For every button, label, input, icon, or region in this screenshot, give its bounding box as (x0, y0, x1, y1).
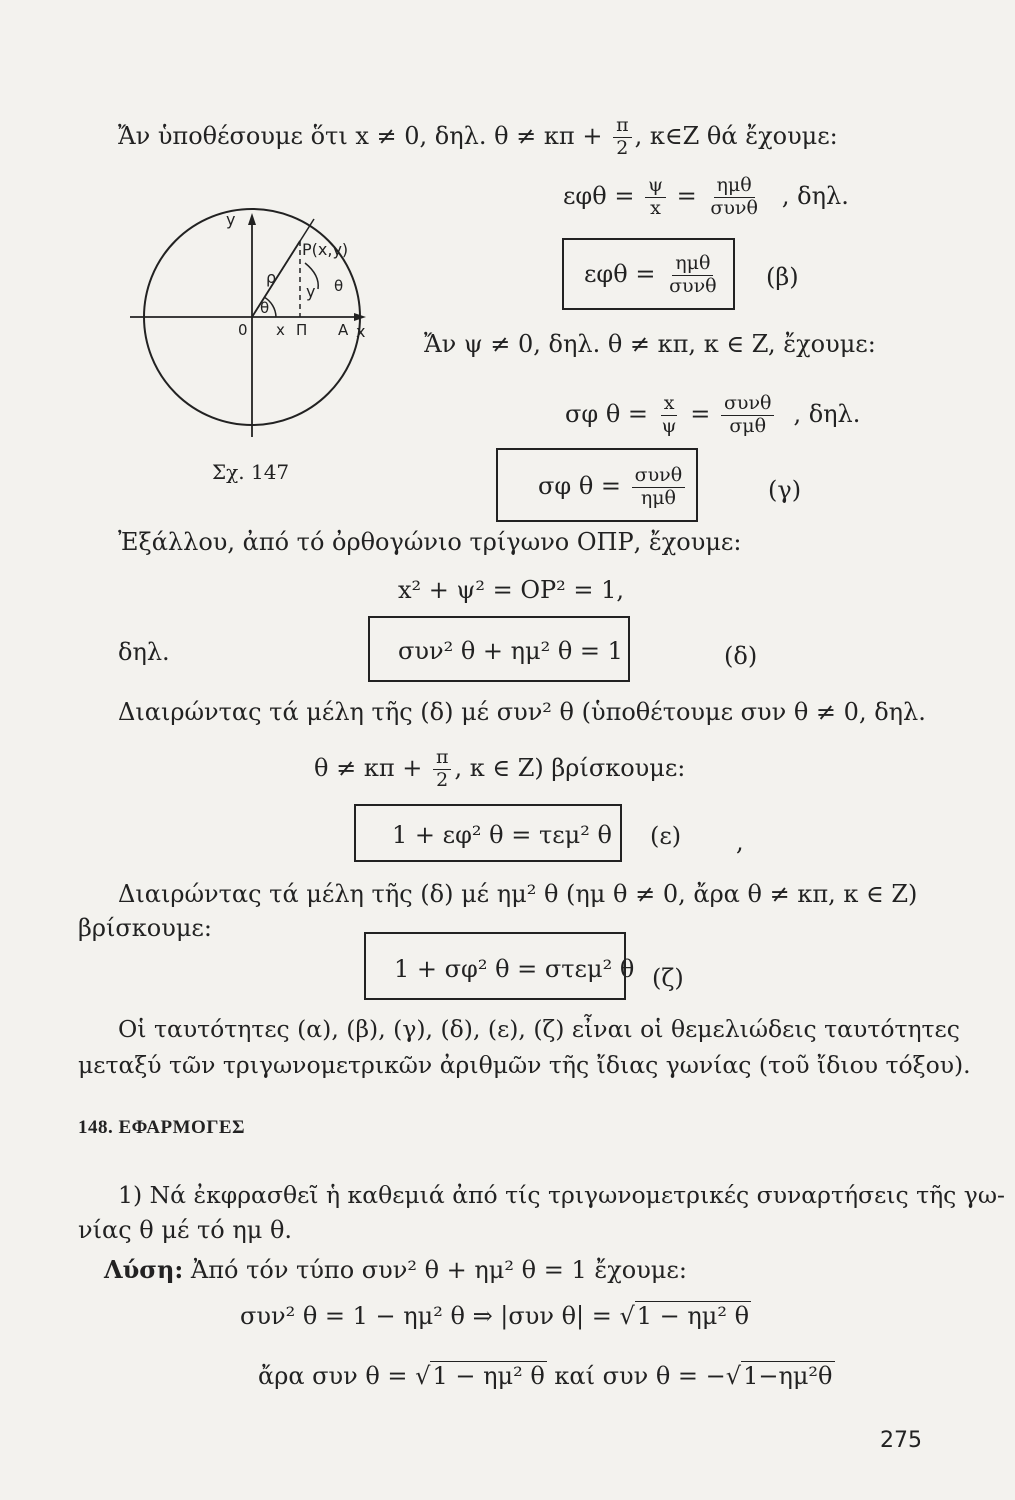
identity-box-zeta (364, 932, 635, 1000)
radicand: 1 − ημ² θ (432, 1362, 545, 1390)
equation-cot (565, 394, 860, 437)
text-line (118, 116, 838, 159)
equals: = (690, 399, 711, 428)
radicand: 1 − ημ² θ (636, 1302, 750, 1330)
denominator: ψ (661, 414, 677, 437)
tag-beta: (β) (766, 263, 799, 291)
text-line: Οἱ ταυτότητες (α), (β), (γ), (δ), (ε), (ζ) εἶναι οἱ θεμελιώδεις ταυτότητες (118, 1015, 960, 1043)
radicand: 1−ημ²θ (743, 1362, 833, 1390)
tag-delta: (δ) (724, 642, 758, 670)
section-heading: 148. ΕΦΑΡΜΟΓΕΣ (78, 1117, 245, 1138)
numerator: συνθ (721, 394, 775, 416)
label-P: P(x,y) (302, 240, 349, 259)
denominator: 2 (616, 136, 629, 159)
text-line: Ἄν ψ ≠ 0, δηλ. θ ≠ κπ, κ ∈ Z, ἔχουμε: (424, 330, 876, 358)
text-line: Ἐξάλλου, ἀπό τό ὀρθογώνιο τρίγωνο ΟΠΡ, ἔχουμε: (118, 528, 742, 556)
solution-label: Λύση: (104, 1255, 184, 1284)
text-line: 1) Νά ἐκφρασθεῖ ἡ καθεμιά ἀπό τίς τριγωνομετρικές συναρτήσεις τῆς γω- (118, 1181, 1005, 1209)
box-left: εφθ = (584, 259, 656, 288)
denominator: 2 (436, 768, 449, 791)
label-A: A (338, 321, 349, 339)
box-content: 1 + εφ² θ = τεμ² θ (392, 821, 612, 849)
numerator: συνθ (632, 466, 686, 488)
numerator: ημθ (672, 254, 713, 276)
eq-left: εφθ = (563, 181, 635, 210)
text-line: μεταξύ τῶν τριγωνομετρικῶν ἀριθμῶν τῆς ἴδιας γωνίας (τοῦ ἴδιου τόξου). (78, 1051, 971, 1079)
text-dil: δηλ. (118, 638, 170, 666)
page-number: 275 (880, 1428, 922, 1453)
eq-end: , δηλ. (793, 399, 861, 428)
text-segment: , κ ∈ Z) βρίσκουμε: (454, 753, 686, 782)
text-segment: ἄρα συν θ = √ (258, 1362, 431, 1390)
numerator: ημθ (714, 176, 755, 198)
fraction (632, 466, 686, 509)
fraction (645, 176, 666, 219)
text-segment: Ἄν ὑποθέσουμε ὅτι x ≠ 0, δηλ. θ ≠ κπ + (118, 121, 603, 150)
label-theta-inner: θ (260, 299, 270, 317)
box-content: 1 + σφ² θ = στεμ² θ (394, 955, 635, 983)
tag-gamma: (γ) (768, 476, 802, 504)
text-line: βρίσκουμε: (78, 914, 212, 942)
equation-cos-abs (240, 1304, 751, 1328)
figure-caption: Σχ. 147 (212, 460, 290, 484)
text-line (314, 748, 685, 791)
label-theta-outer: θ (334, 277, 344, 295)
fraction (721, 394, 775, 437)
text-line: νίας θ μέ τό ημ θ. (78, 1216, 293, 1244)
text-segment: συν² θ = 1 − ημ² θ ⇒ |συν θ| = √ (240, 1302, 635, 1330)
eq-left: σφ θ = (565, 399, 649, 428)
text-line: Διαιρώντας τά μέλη τῆς (δ) μέ ημ² θ (ημ θ ≠ 0, ἄρα θ ≠ κπ, κ ∈ Z) (118, 880, 918, 908)
y-axis-arrow-icon (248, 213, 256, 225)
numerator: π (613, 116, 632, 138)
label-O: 0 (238, 321, 248, 339)
fraction (666, 254, 720, 297)
identity-box-gamma (496, 448, 698, 522)
numerator: x (661, 394, 678, 416)
box-left: σφ θ = (538, 471, 622, 500)
identity-box-epsilon (354, 804, 622, 862)
denominator: συνθ (669, 274, 717, 297)
equation-tan (563, 176, 849, 219)
label-y: y (226, 210, 236, 229)
fraction (707, 176, 761, 219)
numerator: ψ (645, 176, 666, 198)
label-Pi: Π (296, 321, 308, 339)
fraction (659, 394, 680, 437)
denominator: σμθ (729, 414, 767, 437)
text-line: Διαιρώντας τά μέλη τῆς (δ) μέ συν² θ (ὑποθέτουμε συν θ ≠ 0, δηλ. (118, 698, 926, 726)
text-segment: καί συν θ = −√ (546, 1362, 742, 1390)
identity-box-delta (368, 616, 630, 682)
identity-box-beta (562, 238, 735, 310)
fraction (613, 116, 632, 159)
label-x: x (356, 322, 366, 341)
unit-circle-figure (130, 205, 370, 475)
equation-cos-cases (258, 1364, 835, 1388)
equation-pythagoras: x² + ψ² = ΟΡ² = 1, (398, 576, 625, 604)
tag-epsilon-mark: , (736, 828, 744, 856)
tag-epsilon: (ε) (650, 822, 682, 850)
label-x-segment: x (276, 321, 285, 339)
eq-end: , δηλ. (781, 181, 849, 210)
label-y-segment: y (306, 282, 316, 301)
denominator: ημθ (640, 486, 676, 509)
tag-zeta: (ζ) (652, 964, 684, 992)
equals: = (676, 181, 697, 210)
fraction (433, 748, 452, 791)
text-segment: θ ≠ κπ + (314, 753, 423, 782)
text-segment: , κ∈Z θά ἔχουμε: (634, 121, 838, 150)
denominator: x (650, 196, 661, 219)
numerator: π (433, 748, 452, 770)
text-line (104, 1255, 687, 1284)
label-rho: ρ (266, 268, 277, 287)
text-segment: Ἀπό τόν τύπο συν² θ + ημ² θ = 1 ἔχουμε: (190, 1256, 687, 1284)
denominator: συνθ (710, 196, 758, 219)
box-content: συν² θ + ημ² θ = 1 (398, 637, 623, 665)
